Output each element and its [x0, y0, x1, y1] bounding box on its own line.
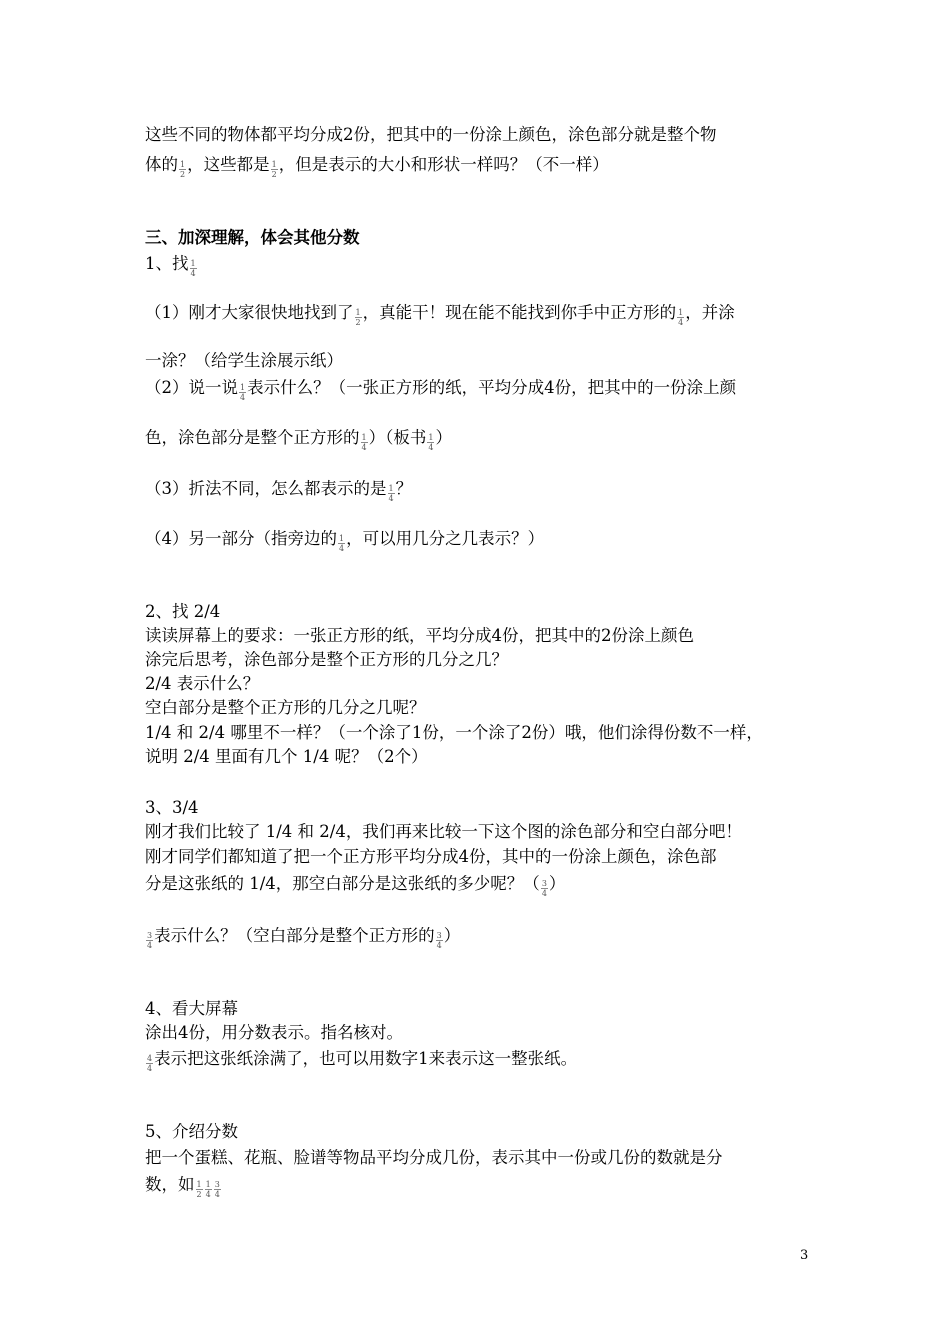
numerator: 3: [214, 1179, 220, 1189]
text: 空白部分是整个正方形的几分之几呢？: [145, 698, 426, 717]
text: 色，涂色部分是整个正方形的: [145, 428, 360, 447]
text: ，但是表示的大小和形状一样吗？（不一样）: [278, 155, 609, 174]
text: ）: [435, 428, 452, 447]
section-heading: [145, 227, 360, 249]
text: （2）说一说: [145, 378, 238, 397]
denominator: 4: [214, 1189, 220, 1199]
text: ，这些都是: [187, 155, 270, 174]
fraction-one-quarter: [427, 433, 434, 452]
paragraph-line: [145, 746, 428, 768]
paragraph-line: [145, 873, 565, 898]
text: ，真能干！现在能不能找到你手中正方形的: [362, 303, 677, 322]
numerator: 1: [196, 1179, 202, 1189]
denominator: 4: [678, 317, 684, 327]
text: 说明 2/4 里面有几个 1/4 呢？（2个）: [145, 747, 428, 766]
denominator: 4: [147, 940, 153, 950]
text: 1、找: [145, 254, 189, 273]
numerator: 1: [190, 258, 196, 268]
denominator: 2: [180, 169, 186, 179]
text: 刚才同学们都知道了把一个正方形平均分成4份，其中的一份涂上颜色，涂色部: [145, 847, 717, 866]
denominator: 4: [205, 1189, 211, 1199]
text: ）: [443, 926, 461, 945]
subsection-heading: [145, 797, 199, 819]
paragraph-line: [145, 1022, 403, 1044]
numerator: 1: [388, 483, 394, 493]
denominator: 4: [436, 940, 442, 950]
paragraph-line: [145, 478, 412, 503]
text: 数，如: [145, 1175, 195, 1194]
text: ）: [548, 874, 566, 893]
text: 3、3/4: [145, 798, 199, 817]
numerator: 3: [541, 878, 547, 888]
paragraph-line: [145, 377, 736, 402]
text: 一涂？（给学生涂展示纸）: [145, 351, 343, 370]
denominator: 2: [271, 169, 277, 179]
paragraph-line: [145, 625, 694, 647]
text: 体的: [145, 155, 178, 174]
numerator: 1: [355, 307, 361, 317]
numerator: 1: [240, 382, 246, 392]
numerator: 4: [147, 1053, 153, 1063]
denominator: 2: [355, 317, 361, 327]
denominator: 4: [240, 392, 246, 402]
numerator: 3: [147, 930, 153, 940]
text: （4）另一部分（指旁边的: [145, 529, 337, 548]
text: 2、找 2/4: [145, 602, 221, 621]
subsection-heading: [145, 1121, 238, 1143]
denominator: 2: [196, 1189, 202, 1199]
text: 涂完后思考，涂色部分是整个正方形的几分之几？: [145, 650, 508, 669]
subsection-heading: [145, 253, 198, 278]
fraction-three-quarters: [214, 1180, 221, 1199]
fraction-one-quarter: [190, 259, 197, 278]
subsection-heading: [145, 998, 238, 1020]
text: 这些不同的物体都平均分成2份，把其中的一份涂上颜色，涂色部分就是整个物: [145, 125, 717, 144]
fraction-one-quarter: [388, 484, 395, 503]
subsection-heading: [145, 601, 220, 623]
numerator: 1: [339, 533, 345, 543]
fraction-three-quarters: [436, 931, 443, 950]
fraction-four-quarters: [146, 1054, 153, 1073]
denominator: 4: [339, 543, 345, 553]
fraction-one-half: [196, 1180, 203, 1199]
numerator: 3: [436, 930, 442, 940]
fraction-one-quarter: [677, 308, 684, 327]
numerator: 1: [678, 307, 684, 317]
text: ，并涂: [685, 303, 735, 322]
paragraph-line: [145, 427, 452, 452]
paragraph-line: [145, 350, 343, 372]
numerator: 1: [205, 1179, 211, 1189]
denominator: 4: [147, 1063, 153, 1073]
text: ）（板书: [368, 428, 427, 447]
page-number: 3: [800, 1248, 809, 1263]
text: 2/4 表示什么？: [145, 674, 260, 693]
text: 1/4 和 2/4 哪里不一样？（一个涂了1份，一个涂了2份）哦，他们涂得份数不一样，: [145, 723, 763, 742]
numerator: 1: [271, 159, 277, 169]
text: 把一个蛋糕、花瓶、脸谱等物品平均分成几份，表示其中一份或几份的数就是分: [145, 1148, 723, 1167]
paragraph-line: [145, 1048, 577, 1073]
paragraph-line: [145, 925, 460, 950]
text: （1）刚才大家很快地找到了: [145, 303, 354, 322]
numerator: 1: [361, 432, 367, 442]
text: 读读屏幕上的要求：一张正方形的纸，平均分成4份，把其中的2份涂上颜色: [145, 626, 694, 645]
heading-text: 三、加深理解，体会其他分数: [145, 228, 360, 247]
fraction-one-half: [355, 308, 362, 327]
fraction-three-quarters: [541, 879, 548, 898]
text: 刚才我们比较了 1/4 和 2/4，我们再来比较一下这个图的涂色部分和空白部分吧！: [145, 822, 742, 841]
paragraph-line: [145, 1174, 222, 1199]
fraction-one-quarter: [338, 534, 345, 553]
denominator: 4: [541, 888, 547, 898]
text: 分是这张纸的 1/4，那空白部分是这张纸的多少呢？（: [145, 874, 540, 893]
text: 表示什么？（一张正方形的纸，平均分成4份，把其中的一份涂上颜: [247, 378, 737, 397]
fraction-one-quarter: [205, 1180, 212, 1199]
text: （3）折法不同，怎么都表示的是: [145, 479, 387, 498]
fraction-one-half: [271, 160, 278, 179]
paragraph-line: [145, 1147, 723, 1169]
numerator: 1: [428, 432, 434, 442]
paragraph-line: [145, 722, 763, 744]
fraction-one-half: [179, 160, 186, 179]
fraction-one-quarter: [239, 383, 246, 402]
text: 表示什么？（空白部分是整个正方形的: [154, 926, 435, 945]
text: ？: [395, 479, 413, 498]
fraction-three-quarters: [146, 931, 153, 950]
text: 涂出4份，用分数表示。指名核对。: [145, 1023, 403, 1042]
paragraph-line: [145, 528, 544, 553]
fraction-one-quarter: [361, 433, 368, 452]
denominator: 4: [361, 442, 367, 452]
paragraph-line: [145, 302, 735, 327]
paragraph-line: [145, 697, 426, 719]
paragraph-line: [145, 673, 259, 695]
text: 表示把这张纸涂满了，也可以用数字1来表示这一整张纸。: [154, 1049, 578, 1068]
numerator: 1: [180, 159, 186, 169]
denominator: 4: [190, 268, 196, 278]
text: ，可以用几分之几表示？）: [346, 529, 545, 548]
text: 5、介绍分数: [145, 1122, 238, 1141]
paragraph-line: [145, 124, 717, 146]
paragraph-line: [145, 649, 508, 671]
paragraph-line: [145, 154, 609, 179]
text: 4、看大屏幕: [145, 999, 238, 1018]
paragraph-line: [145, 821, 742, 843]
denominator: 4: [428, 442, 434, 452]
denominator: 4: [388, 493, 394, 503]
paragraph-line: [145, 846, 717, 868]
